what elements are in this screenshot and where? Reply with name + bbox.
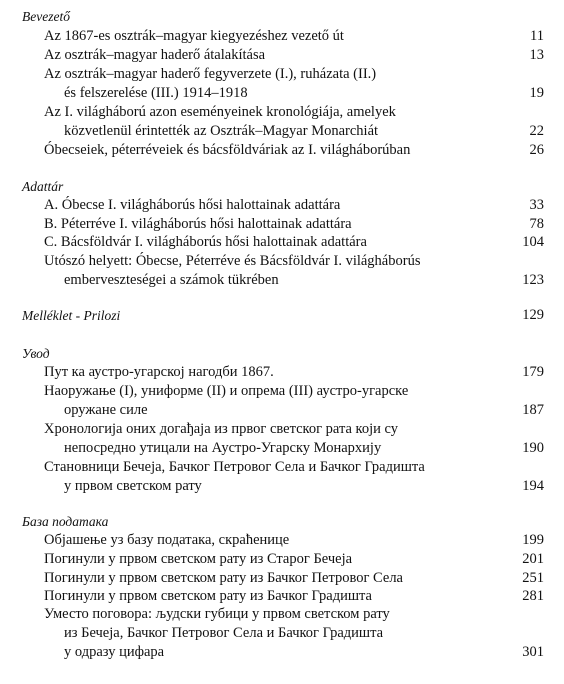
- toc-entry: [44, 215, 544, 234]
- toc-entry-title-continuation: emberveszteségei a számok tükrében: [64, 272, 279, 288]
- toc-entry: [44, 550, 544, 569]
- toc-entry-title: Az I. világháború azon eseményeinek kronológiája, amelyek: [44, 104, 396, 120]
- toc-entry-title: Погинули у првом светском рату из Старог Бечеја: [44, 551, 353, 567]
- toc-entry-page: 33: [529, 197, 544, 213]
- toc-entry-title: Utószó helyett: Óbecse, Péterréve és Bácsföldvár I. világháborús: [44, 253, 421, 269]
- toc-entry: [44, 458, 544, 496]
- toc-entry-title-continuation: közvetlenül érintették az Osztrák–Magyar Monarchiát: [64, 123, 379, 139]
- toc-entry: [44, 46, 544, 65]
- toc-entry: [44, 587, 544, 606]
- toc-entry-title-continuation: оружане силе: [64, 402, 148, 418]
- toc-entry-title: Уместо поговора: људски губици у првом светском рату: [44, 606, 390, 622]
- toc-entry-title-continuation: у одразу цифара: [64, 644, 165, 660]
- toc-entry-page: 179: [522, 364, 544, 380]
- toc-entry-title: C. Bácsföldvár I. világháborús hősi halottainak adattára: [44, 234, 367, 250]
- toc-entry-page: 19: [529, 85, 544, 101]
- toc-entry-title-continuation: непосредно утицали на Аустро-Угарску Монархију: [64, 440, 382, 456]
- toc-entry-title: Погинули у првом светском рату из Бачког Петровог Села: [44, 570, 403, 586]
- toc-entry: [44, 569, 544, 588]
- toc-entry-page: 104: [522, 234, 544, 250]
- toc-entry-page: 281: [522, 588, 544, 604]
- toc-entry-page: 187: [522, 402, 544, 418]
- toc-entry-page: 13: [529, 47, 544, 63]
- toc-entry-page: 129: [522, 307, 544, 323]
- toc-entry-title: B. Péterréve I. világháborús hősi halottainak adattára: [44, 216, 352, 232]
- toc-entry: [44, 363, 544, 382]
- toc-entry: [44, 65, 544, 103]
- toc-entry-page: 199: [522, 532, 544, 548]
- toc-entry-title: Хронологија оних догађаја из првог светског рата који су: [44, 421, 399, 437]
- toc-entry: [44, 103, 544, 141]
- toc-entry-title: Az osztrák–magyar haderő fegyverzete (I.), ruházata (II.): [44, 66, 377, 82]
- toc-entry-page: 11: [530, 28, 544, 44]
- toc-entry-title: Становници Бечеја, Бачког Петровог Села и Бачког Градишта: [44, 459, 425, 475]
- toc-entry-page: 194: [522, 478, 544, 494]
- toc-entry-title-continuation: из Бечеја, Бачког Петровог Села и Бачког Градишта: [64, 625, 384, 641]
- toc-entry-title-continuation: у првом светском рату: [64, 478, 202, 494]
- section-heading: Увод: [22, 346, 50, 361]
- toc-entry: [44, 382, 544, 420]
- toc-entry: [44, 252, 544, 290]
- section-heading: База података: [22, 514, 109, 529]
- toc-entry-page: 201: [522, 551, 544, 567]
- toc-entry: [44, 233, 544, 252]
- toc-entry-title: Пут ка аустро-угарској нагодби 1867.: [44, 364, 274, 380]
- toc-entry-title: Погинули у првом светском рату из Бачког Градишта: [44, 588, 372, 604]
- toc-entry: [44, 605, 544, 662]
- toc-entry-title: A. Óbecse I. világháborús hősi halottainak adattára: [44, 197, 341, 213]
- toc-entry-page: 251: [522, 570, 544, 586]
- toc-entry-page: 78: [529, 216, 544, 232]
- toc-entry-title-continuation: és felszerelése (III.) 1914–1918: [64, 85, 248, 101]
- section-heading: Adattár: [22, 179, 64, 194]
- toc-entry-title: Óbecseiek, péterréveiek és bácsföldváriak az I. világháborúban: [44, 142, 411, 158]
- toc-entry: [44, 27, 544, 46]
- toc-entry-title: Az 1867-es osztrák–magyar kiegyezéshez vezető út: [44, 28, 344, 44]
- section-heading-with-page: [22, 306, 544, 326]
- toc-entry: [44, 196, 544, 215]
- toc-entry-page: 190: [522, 440, 544, 456]
- section-heading: Melléklet - Prilozi: [22, 308, 121, 323]
- section-heading: Bevezető: [22, 9, 70, 24]
- toc-entry-title: Наоружање (I), униформе (II) и опрема (III) аустро-угарске: [44, 383, 409, 399]
- toc-entry: [44, 531, 544, 550]
- toc-entry-page: 22: [529, 123, 544, 139]
- toc-entry-title: Објашење уз базу података, скраћенице: [44, 532, 290, 548]
- toc-entry-title: Az osztrák–magyar haderő átalakítása: [44, 47, 266, 63]
- toc-entry: [44, 141, 544, 160]
- toc-entry-page: 26: [529, 142, 544, 158]
- toc-entry: [44, 420, 544, 458]
- toc-entry-page: 301: [522, 644, 544, 660]
- toc-entry-page: 123: [522, 272, 544, 288]
